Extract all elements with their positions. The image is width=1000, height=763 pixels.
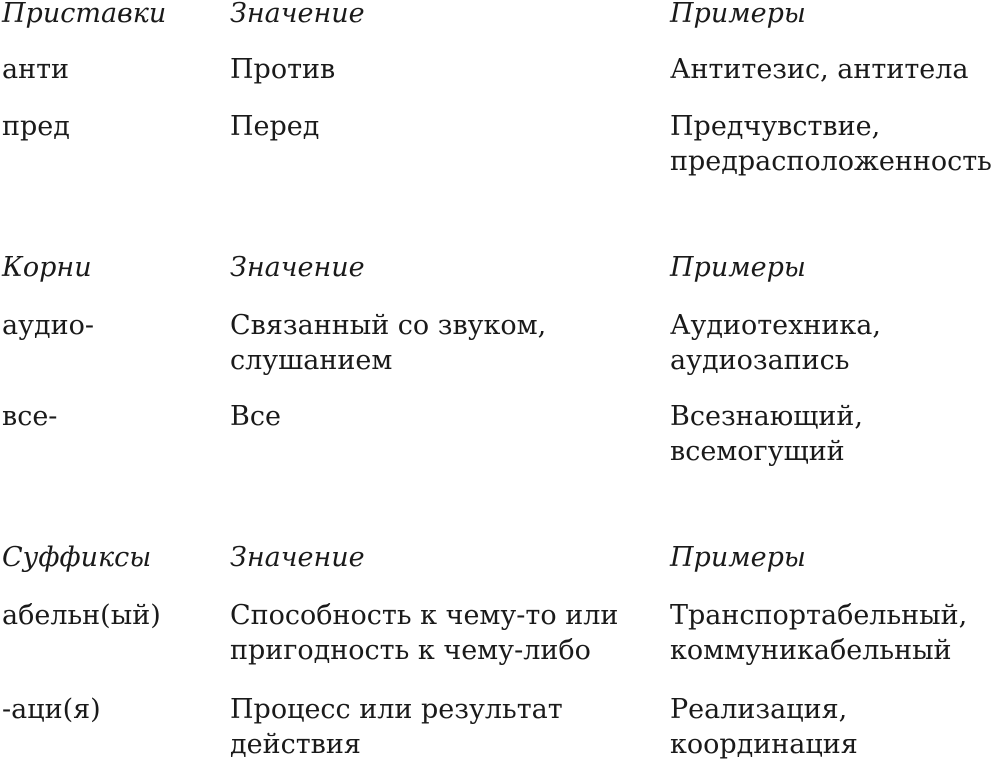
section-header-prefixes: Приставки (2, 0, 167, 29)
column-header-examples: Примеры (670, 542, 806, 573)
examples-cell: Всезнающий, всемогущий (670, 401, 863, 467)
examples-cell: Транспортабельный, коммуникабельный (670, 600, 968, 666)
column-header-meaning: Значение (230, 0, 365, 29)
meaning-cell: Все (230, 401, 281, 432)
meaning-cell: Связанный со звуком, слушанием (230, 310, 547, 376)
column-header-meaning: Значение (230, 542, 365, 573)
morpheme-cell: абельн(ый) (2, 600, 161, 631)
morpheme-cell: -аци(я) (2, 694, 101, 725)
examples-cell: Предчувствие, предрасположенность (670, 111, 992, 177)
meaning-cell: Процесс или результат действия (230, 694, 563, 760)
meaning-cell: Перед (230, 111, 320, 142)
examples-cell: Аудиотехника, аудиозапись (670, 310, 881, 376)
column-header-examples: Примеры (670, 0, 806, 29)
morpheme-cell: пред (2, 111, 70, 142)
column-header-examples: Примеры (670, 252, 806, 283)
morpheme-cell: все- (2, 401, 58, 432)
examples-cell: Реализация, координация (670, 694, 858, 760)
column-header-meaning: Значение (230, 252, 365, 283)
section-header-suffixes: Суффиксы (2, 542, 152, 573)
meaning-cell: Способность к чему-то или пригодность к чему-либо (230, 600, 619, 666)
morpheme-cell: анти (2, 54, 70, 85)
examples-cell: Антитезис, антитела (670, 54, 969, 85)
section-header-roots: Корни (2, 252, 92, 283)
meaning-cell: Против (230, 54, 336, 85)
morpheme-cell: аудио- (2, 310, 94, 341)
